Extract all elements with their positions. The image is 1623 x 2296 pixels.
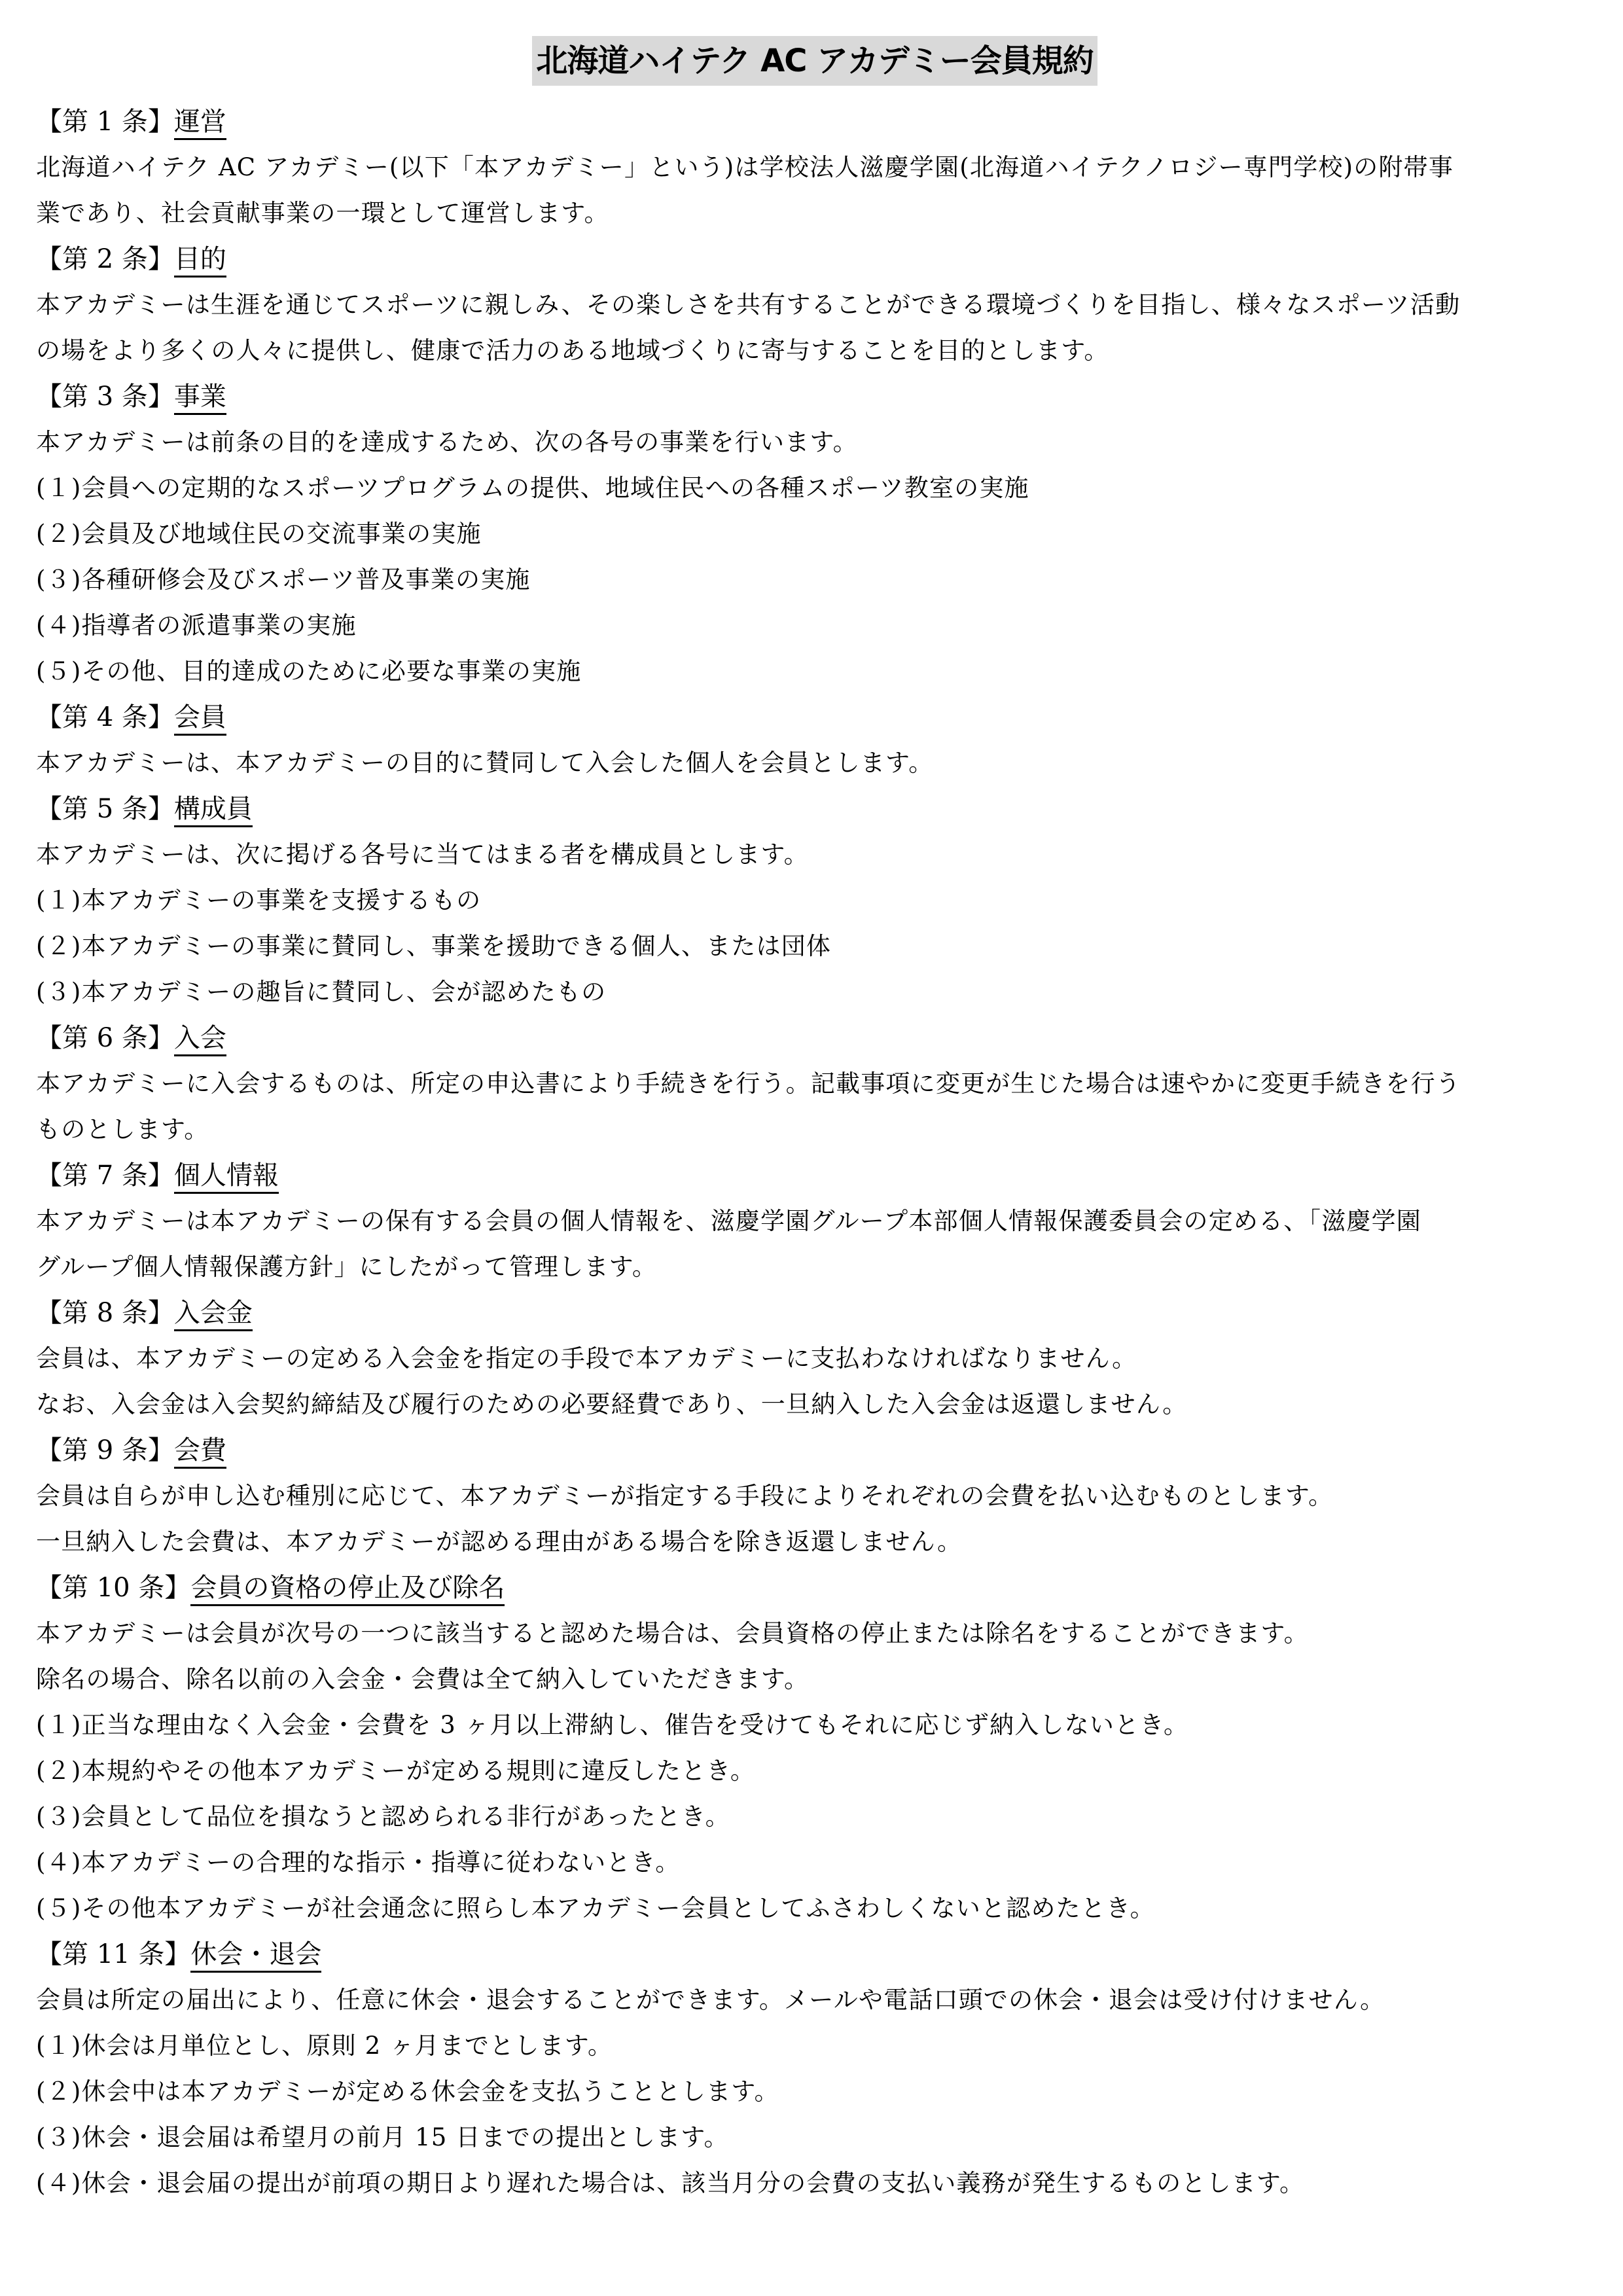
article-text-line: 本アカデミーは本アカデミーの保有する会員の個人情報を、滋慶学園グループ本部個人情報保護委員会の定める、「滋慶学園: [36, 1207, 1421, 1235]
article-text-line: (１)本アカデミーの事業を支援するもの: [36, 886, 482, 914]
document-title: 北海道ハイテク AC アカデミー会員規約: [532, 36, 1097, 86]
article-section: [36, 1931, 1594, 2206]
article-number: 【第 10 条】: [36, 1573, 191, 1603]
article-text-line: (２)休会中は本アカデミーが定める休会金を支払うこととします。: [36, 2077, 779, 2106]
article-text-line: 会員は所定の届出により、任意に休会・退会することができます。メールや電話口頭での休会・退会は受け付けません。: [36, 1986, 1385, 2014]
article-section: [36, 374, 1594, 694]
article-section: [36, 694, 1594, 786]
article-name: 目的: [174, 244, 226, 278]
article-name: 会員: [174, 702, 226, 736]
article-name: 休会・退会: [190, 1939, 321, 1973]
article-text-line: (３)各種研修会及びスポーツ普及事業の実施: [36, 565, 531, 594]
article-section: [36, 1565, 1594, 1931]
article-text-line: (４)本アカデミーの合理的な指示・指導に従わないとき。: [36, 1848, 681, 1876]
article-text-line: (５)その他、目的達成のために必要な事業の実施: [36, 657, 582, 685]
article-section: [36, 236, 1594, 374]
article-name: 構成員: [174, 794, 253, 827]
article-text-line: (４)休会・退会届の提出が前項の期日より遅れた場合は、該当月分の会費の支払い義務が発生するものとします。: [36, 2169, 1305, 2197]
article-number: 【第 7 条】: [36, 1160, 174, 1191]
article-text-line: (１)休会は月単位とし、原則 2 ヶ月までとします。: [36, 2032, 613, 2060]
article-heading: [36, 694, 1594, 740]
article-heading: [36, 1015, 1594, 1061]
article-section: [36, 1290, 1594, 1427]
article-number: 【第 4 条】: [36, 702, 174, 732]
article-heading: [36, 1427, 1594, 1473]
article-name: 会費: [174, 1435, 226, 1469]
article-name: 個人情報: [174, 1160, 279, 1194]
article-text-line: 一旦納入した会費は、本アカデミーが認める理由がある場合を除き返還しません。: [36, 1528, 963, 1556]
article-heading: [36, 786, 1594, 832]
article-text-line: 本アカデミーは会員が次号の一つに該当すると認めた場合は、会員資格の停止または除名をすることができます。: [36, 1619, 1309, 1647]
article-number: 【第 5 条】: [36, 794, 174, 824]
articles-list: [36, 99, 1594, 2206]
article-name: 入会金: [174, 1298, 253, 1331]
article-section: [36, 1015, 1594, 1153]
article-heading: [36, 1565, 1594, 1611]
document-page: [36, 36, 1594, 2206]
title-area: [36, 36, 1594, 95]
article-text-line: 北海道ハイテク AC アカデミー(以下「本アカデミー」という)は学校法人滋慶学園(北海道ハイテクノロジー専門学校)の附帯事: [36, 153, 1454, 181]
article-heading: [36, 1153, 1594, 1198]
article-text-line: (４)指導者の派遣事業の実施: [36, 611, 357, 639]
article-name: 会員の資格の停止及び除名: [190, 1573, 505, 1606]
article-number: 【第 6 条】: [36, 1023, 174, 1053]
article-text-line: グループ個人情報保護方針」にしたがって管理します。: [36, 1253, 658, 1281]
article-text-line: (１)正当な理由なく入会金・会費を 3 ヶ月以上滞納し、催告を受けてもそれに応じず納入しないとき。: [36, 1711, 1189, 1739]
article-text-line: (３)会員として品位を損なうと認められる非行があったとき。: [36, 1803, 730, 1831]
article-number: 【第 9 条】: [36, 1435, 174, 1465]
article-text-line: なお、入会金は入会契約締結及び履行のための必要経費であり、一旦納入した入会金は返還しません。: [36, 1390, 1188, 1418]
article-heading: [36, 374, 1594, 420]
article-text-line: の場をより多くの人々に提供し、健康で活力のある地域づくりに寄与することを目的とします。: [36, 336, 1109, 365]
article-text-line: (２)会員及び地域住民の交流事業の実施: [36, 520, 482, 548]
article-text-line: 本アカデミーは前条の目的を達成するため、次の各号の事業を行います。: [36, 428, 858, 456]
article-number: 【第 11 条】: [36, 1939, 191, 1969]
article-heading: [36, 99, 1594, 145]
article-section: [36, 1153, 1594, 1290]
article-text-line: (５)その他本アカデミーが社会通念に照らし本アカデミー会員としてふさわしくないと認めたとき。: [36, 1894, 1155, 1922]
article-text-line: (２)本規約やその他本アカデミーが定める規則に違反したとき。: [36, 1757, 756, 1785]
article-number: 【第 2 条】: [36, 244, 174, 274]
article-text-line: 本アカデミーは、次に掲げる各号に当てはまる者を構成員とします。: [36, 840, 809, 869]
article-text-line: (３)休会・退会届は希望月の前月 15 日までの提出とします。: [36, 2123, 729, 2151]
article-text-line: 会員は、本アカデミーの定める入会金を指定の手段で本アカデミーに支払わなければなりません。: [36, 1344, 1137, 1372]
article-text-line: 本アカデミーに入会するものは、所定の申込書により手続きを行う。記載事項に変更が生じた場合は速やかに変更手続きを行う: [36, 1069, 1461, 1098]
article-section: [36, 1427, 1594, 1565]
article-number: 【第 8 条】: [36, 1298, 174, 1328]
article-number: 【第 1 条】: [36, 107, 174, 137]
article-section: [36, 99, 1594, 236]
article-name: 入会: [174, 1023, 226, 1056]
article-heading: [36, 236, 1594, 282]
article-name: 運営: [174, 107, 226, 140]
article-text-line: (２)本アカデミーの事業に賛同し、事業を援助できる個人、または団体: [36, 932, 832, 960]
article-heading: [36, 1290, 1594, 1336]
article-number: 【第 3 条】: [36, 382, 174, 412]
article-section: [36, 786, 1594, 1015]
article-text-line: 本アカデミーは生涯を通じてスポーツに親しみ、その楽しさを共有することができる環境づくりを目指し、様々なスポーツ活動: [36, 291, 1461, 319]
article-text-line: 除名の場合、除名以前の入会金・会費は全て納入していただきます。: [36, 1665, 810, 1693]
article-text-line: 本アカデミーは、本アカデミーの目的に賛同して入会した個人を会員とします。: [36, 749, 934, 777]
article-name: 事業: [174, 382, 226, 415]
article-heading: [36, 1931, 1594, 1977]
article-text-line: ものとします。: [36, 1115, 209, 1143]
article-text-line: 会員は自らが申し込む種別に応じて、本アカデミーが指定する手段によりそれぞれの会費を払い込むものとします。: [36, 1482, 1334, 1510]
article-text-line: 業であり、社会貢献事業の一環として運営します。: [36, 199, 609, 227]
article-text-line: (３)本アカデミーの趣旨に賛同し、会が認めたもの: [36, 978, 607, 1006]
article-text-line: (１)会員への定期的なスポーツプログラムの提供、地域住民への各種スポーツ教室の実施: [36, 474, 1029, 502]
